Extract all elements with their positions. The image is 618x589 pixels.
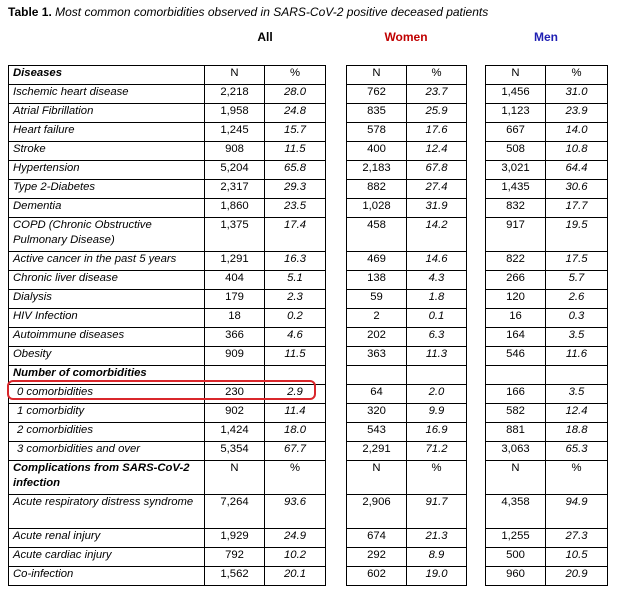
row-label: Acute renal injury	[9, 529, 205, 548]
table-row	[347, 309, 467, 328]
count-cell: 1,255	[486, 529, 546, 548]
table-row	[9, 66, 326, 85]
percent-cell: 2.0	[407, 385, 467, 404]
table-row	[9, 529, 326, 548]
count-cell: 164	[486, 328, 546, 347]
percent-cell: 16.9	[407, 423, 467, 442]
percent-cell: %	[546, 66, 608, 85]
percent-cell: 0.2	[265, 309, 326, 328]
table-row	[486, 567, 608, 586]
count-cell: 1,435	[486, 180, 546, 199]
table-row	[9, 495, 326, 529]
percent-cell: 94.9	[546, 495, 608, 529]
table-row	[9, 423, 326, 442]
count-cell: 5,204	[205, 161, 265, 180]
percent-cell: 4.3	[407, 271, 467, 290]
row-label: 1 comorbidity	[9, 404, 205, 423]
table-row	[347, 85, 467, 104]
table-row	[9, 252, 326, 271]
count-cell: 792	[205, 548, 265, 567]
row-label: COPD (Chronic Obstructive Pulmonary Disease)	[9, 218, 205, 252]
table-row	[347, 548, 467, 567]
count-cell: 882	[347, 180, 407, 199]
table-row	[9, 271, 326, 290]
table-row	[486, 123, 608, 142]
table-row	[347, 567, 467, 586]
group-header-men: Men	[534, 30, 558, 44]
count-cell: 1,375	[205, 218, 265, 252]
count-cell: 363	[347, 347, 407, 366]
row-label: Hypertension	[9, 161, 205, 180]
count-cell: N	[486, 461, 546, 495]
count-cell: 202	[347, 328, 407, 347]
percent-cell: 9.9	[407, 404, 467, 423]
count-cell: 64	[347, 385, 407, 404]
percent-cell: 30.6	[546, 180, 608, 199]
row-label: 0 comorbidities	[9, 385, 205, 404]
table-row	[486, 529, 608, 548]
table-row	[486, 423, 608, 442]
table-row	[486, 366, 608, 385]
percent-cell: 17.6	[407, 123, 467, 142]
count-cell: 7,264	[205, 495, 265, 529]
row-label: Chronic liver disease	[9, 271, 205, 290]
count-cell: 881	[486, 423, 546, 442]
count-cell: 3,021	[486, 161, 546, 180]
row-label: HIV Infection	[9, 309, 205, 328]
count-cell: 762	[347, 85, 407, 104]
percent-cell: 27.3	[546, 529, 608, 548]
row-label: Complications from SARS-CoV-2 infection	[9, 461, 205, 495]
count-cell: 2,291	[347, 442, 407, 461]
count-cell: N	[205, 66, 265, 85]
table-row	[486, 309, 608, 328]
table-row	[9, 85, 326, 104]
percent-cell: 67.8	[407, 161, 467, 180]
table-row	[486, 85, 608, 104]
table-row	[347, 495, 467, 529]
percent-cell: 21.3	[407, 529, 467, 548]
count-cell: 1,424	[205, 423, 265, 442]
count-cell: 366	[205, 328, 265, 347]
row-label: Dementia	[9, 199, 205, 218]
percent-cell: 28.0	[265, 85, 326, 104]
count-cell: 835	[347, 104, 407, 123]
table-row	[9, 142, 326, 161]
percent-cell: 20.9	[546, 567, 608, 586]
percent-cell: 11.5	[265, 142, 326, 161]
percent-cell: 10.8	[546, 142, 608, 161]
count-cell: 138	[347, 271, 407, 290]
percent-cell: 18.0	[265, 423, 326, 442]
table-row	[486, 180, 608, 199]
count-cell: 1,860	[205, 199, 265, 218]
percent-cell: 10.2	[265, 548, 326, 567]
count-cell: 2,906	[347, 495, 407, 529]
caption-text: Most common comorbidities observed in SARS-CoV-2 positive deceased patients	[55, 5, 489, 19]
percent-cell: 14.0	[546, 123, 608, 142]
count-cell: 674	[347, 529, 407, 548]
percent-cell: 11.5	[265, 347, 326, 366]
percent-cell: %	[546, 461, 608, 495]
table-row	[486, 495, 608, 529]
table-row	[486, 404, 608, 423]
percent-cell: 65.8	[265, 161, 326, 180]
count-cell: 917	[486, 218, 546, 252]
percent-cell: 23.9	[546, 104, 608, 123]
count-cell: 667	[486, 123, 546, 142]
percent-cell	[407, 366, 467, 385]
count-cell: 18	[205, 309, 265, 328]
percent-cell: 67.7	[265, 442, 326, 461]
table-row	[347, 423, 467, 442]
row-label: Active cancer in the past 5 years	[9, 252, 205, 271]
count-cell: 120	[486, 290, 546, 309]
row-label: Stroke	[9, 142, 205, 161]
percent-cell: 31.9	[407, 199, 467, 218]
percent-cell: 5.1	[265, 271, 326, 290]
table-row	[486, 104, 608, 123]
count-cell: 960	[486, 567, 546, 586]
percent-cell: 17.4	[265, 218, 326, 252]
percent-cell: 16.3	[265, 252, 326, 271]
table-row	[486, 442, 608, 461]
percent-cell: 24.9	[265, 529, 326, 548]
table-row	[347, 328, 467, 347]
table-row	[486, 218, 608, 252]
count-cell: 230	[205, 385, 265, 404]
percent-cell: 15.7	[265, 123, 326, 142]
table-row	[9, 290, 326, 309]
table-row	[486, 328, 608, 347]
table-row	[9, 404, 326, 423]
table-row	[347, 199, 467, 218]
table-row	[9, 104, 326, 123]
percent-cell: %	[407, 461, 467, 495]
row-label: Acute cardiac injury	[9, 548, 205, 567]
percent-cell: 0.3	[546, 309, 608, 328]
percent-cell: 91.7	[407, 495, 467, 529]
percent-cell: 64.4	[546, 161, 608, 180]
count-cell: 458	[347, 218, 407, 252]
table-row	[9, 161, 326, 180]
count-cell: 1,456	[486, 85, 546, 104]
highlight-box	[7, 380, 316, 400]
count-cell: 832	[486, 199, 546, 218]
table-men	[485, 65, 608, 586]
percent-cell: %	[407, 66, 467, 85]
count-cell: 1,929	[205, 529, 265, 548]
table-row	[347, 271, 467, 290]
count-cell: 822	[486, 252, 546, 271]
table-row	[347, 442, 467, 461]
table-row	[9, 461, 326, 495]
table-row	[347, 385, 467, 404]
table-row	[486, 461, 608, 495]
percent-cell: 2.6	[546, 290, 608, 309]
table-row	[347, 404, 467, 423]
percent-cell: 31.0	[546, 85, 608, 104]
table-row	[347, 180, 467, 199]
count-cell: 1,958	[205, 104, 265, 123]
count-cell: 1,291	[205, 252, 265, 271]
table-row	[486, 142, 608, 161]
table-row	[9, 180, 326, 199]
row-label: 3 comorbidities and over	[9, 442, 205, 461]
percent-cell: 1.8	[407, 290, 467, 309]
table-row	[9, 347, 326, 366]
count-cell: 5,354	[205, 442, 265, 461]
group-header-women: Women	[384, 30, 428, 44]
row-label: Heart failure	[9, 123, 205, 142]
percent-cell: 0.1	[407, 309, 467, 328]
count-cell: 2,218	[205, 85, 265, 104]
count-cell: 1,123	[486, 104, 546, 123]
percent-cell: 12.4	[546, 404, 608, 423]
count-cell: 3,063	[486, 442, 546, 461]
caption-label: Table 1.	[8, 5, 52, 19]
percent-cell: 29.3	[265, 180, 326, 199]
table-row	[486, 199, 608, 218]
row-label: Autoimmune diseases	[9, 328, 205, 347]
count-cell: 4,358	[486, 495, 546, 529]
row-label: Co-infection	[9, 567, 205, 586]
table-row	[347, 290, 467, 309]
table-row	[9, 567, 326, 586]
table-row	[9, 548, 326, 567]
count-cell: 546	[486, 347, 546, 366]
percent-cell: 2.3	[265, 290, 326, 309]
percent-cell	[546, 366, 608, 385]
row-label: Acute respiratory distress syndrome	[9, 495, 205, 529]
count-cell: 400	[347, 142, 407, 161]
table-row	[347, 461, 467, 495]
table-row	[486, 66, 608, 85]
count-cell: 292	[347, 548, 407, 567]
count-cell: 582	[486, 404, 546, 423]
percent-cell: 19.0	[407, 567, 467, 586]
percent-cell: 17.7	[546, 199, 608, 218]
count-cell: 2	[347, 309, 407, 328]
count-cell: N	[486, 66, 546, 85]
table-row	[347, 142, 467, 161]
percent-cell: 4.6	[265, 328, 326, 347]
percent-cell: 17.5	[546, 252, 608, 271]
table-row	[486, 548, 608, 567]
count-cell: 59	[347, 290, 407, 309]
table-caption	[8, 5, 488, 19]
row-label: Number of comorbidities	[9, 366, 205, 385]
count-cell: 543	[347, 423, 407, 442]
table-row	[347, 66, 467, 85]
count-cell	[486, 366, 546, 385]
count-cell: 1,245	[205, 123, 265, 142]
table-row	[9, 218, 326, 252]
percent-cell: 11.4	[265, 404, 326, 423]
count-cell: 469	[347, 252, 407, 271]
table-row	[9, 199, 326, 218]
percent-cell: %	[265, 461, 326, 495]
count-cell: 320	[347, 404, 407, 423]
table-row	[347, 218, 467, 252]
count-cell: 166	[486, 385, 546, 404]
count-cell: 909	[205, 347, 265, 366]
table-row	[347, 161, 467, 180]
percent-cell: 24.8	[265, 104, 326, 123]
count-cell: 16	[486, 309, 546, 328]
percent-cell: 12.4	[407, 142, 467, 161]
row-label: Dialysis	[9, 290, 205, 309]
percent-cell: 3.5	[546, 385, 608, 404]
row-label: Diseases	[9, 66, 205, 85]
table-row	[486, 347, 608, 366]
row-label: Type 2-Diabetes	[9, 180, 205, 199]
count-cell: 1,028	[347, 199, 407, 218]
count-cell: 404	[205, 271, 265, 290]
percent-cell: 11.3	[407, 347, 467, 366]
percent-cell: 65.3	[546, 442, 608, 461]
row-label: Atrial Fibrillation	[9, 104, 205, 123]
percent-cell: 93.6	[265, 495, 326, 529]
percent-cell: 27.4	[407, 180, 467, 199]
count-cell: 2,317	[205, 180, 265, 199]
group-header-all: All	[257, 30, 273, 44]
percent-cell: 23.5	[265, 199, 326, 218]
percent-cell: 25.9	[407, 104, 467, 123]
count-cell: 902	[205, 404, 265, 423]
table-row	[347, 252, 467, 271]
count-cell: 1,562	[205, 567, 265, 586]
table-row	[486, 271, 608, 290]
table-women	[346, 65, 467, 586]
percent-cell: 71.2	[407, 442, 467, 461]
count-cell: 500	[486, 548, 546, 567]
table-all	[8, 65, 326, 586]
table-row	[347, 529, 467, 548]
count-cell: 2,183	[347, 161, 407, 180]
table-row	[486, 161, 608, 180]
percent-cell: 5.7	[546, 271, 608, 290]
table-row	[9, 442, 326, 461]
count-cell: 602	[347, 567, 407, 586]
count-cell: N	[205, 461, 265, 495]
percent-cell: 19.5	[546, 218, 608, 252]
count-cell: N	[347, 461, 407, 495]
table-row	[347, 104, 467, 123]
count-cell: N	[347, 66, 407, 85]
percent-cell: 3.5	[546, 328, 608, 347]
percent-cell: 18.8	[546, 423, 608, 442]
table-row	[486, 290, 608, 309]
table-row	[347, 123, 467, 142]
row-label: Obesity	[9, 347, 205, 366]
percent-cell: 10.5	[546, 548, 608, 567]
count-cell	[347, 366, 407, 385]
table-row	[347, 366, 467, 385]
row-label: Ischemic heart disease	[9, 85, 205, 104]
count-cell: 266	[486, 271, 546, 290]
percent-cell: 14.6	[407, 252, 467, 271]
percent-cell: 14.2	[407, 218, 467, 252]
percent-cell: 8.9	[407, 548, 467, 567]
table-row	[486, 252, 608, 271]
percent-cell: 20.1	[265, 567, 326, 586]
count-cell: 908	[205, 142, 265, 161]
percent-cell: 11.6	[546, 347, 608, 366]
table-row	[347, 347, 467, 366]
percent-cell: %	[265, 66, 326, 85]
row-label: 2 comorbidities	[9, 423, 205, 442]
table-row	[486, 385, 608, 404]
percent-cell: 23.7	[407, 85, 467, 104]
table-row	[9, 123, 326, 142]
count-cell: 578	[347, 123, 407, 142]
percent-cell: 6.3	[407, 328, 467, 347]
count-cell: 508	[486, 142, 546, 161]
table-row	[9, 309, 326, 328]
count-cell: 179	[205, 290, 265, 309]
percent-cell: 2.9	[265, 385, 326, 404]
table-row	[9, 328, 326, 347]
